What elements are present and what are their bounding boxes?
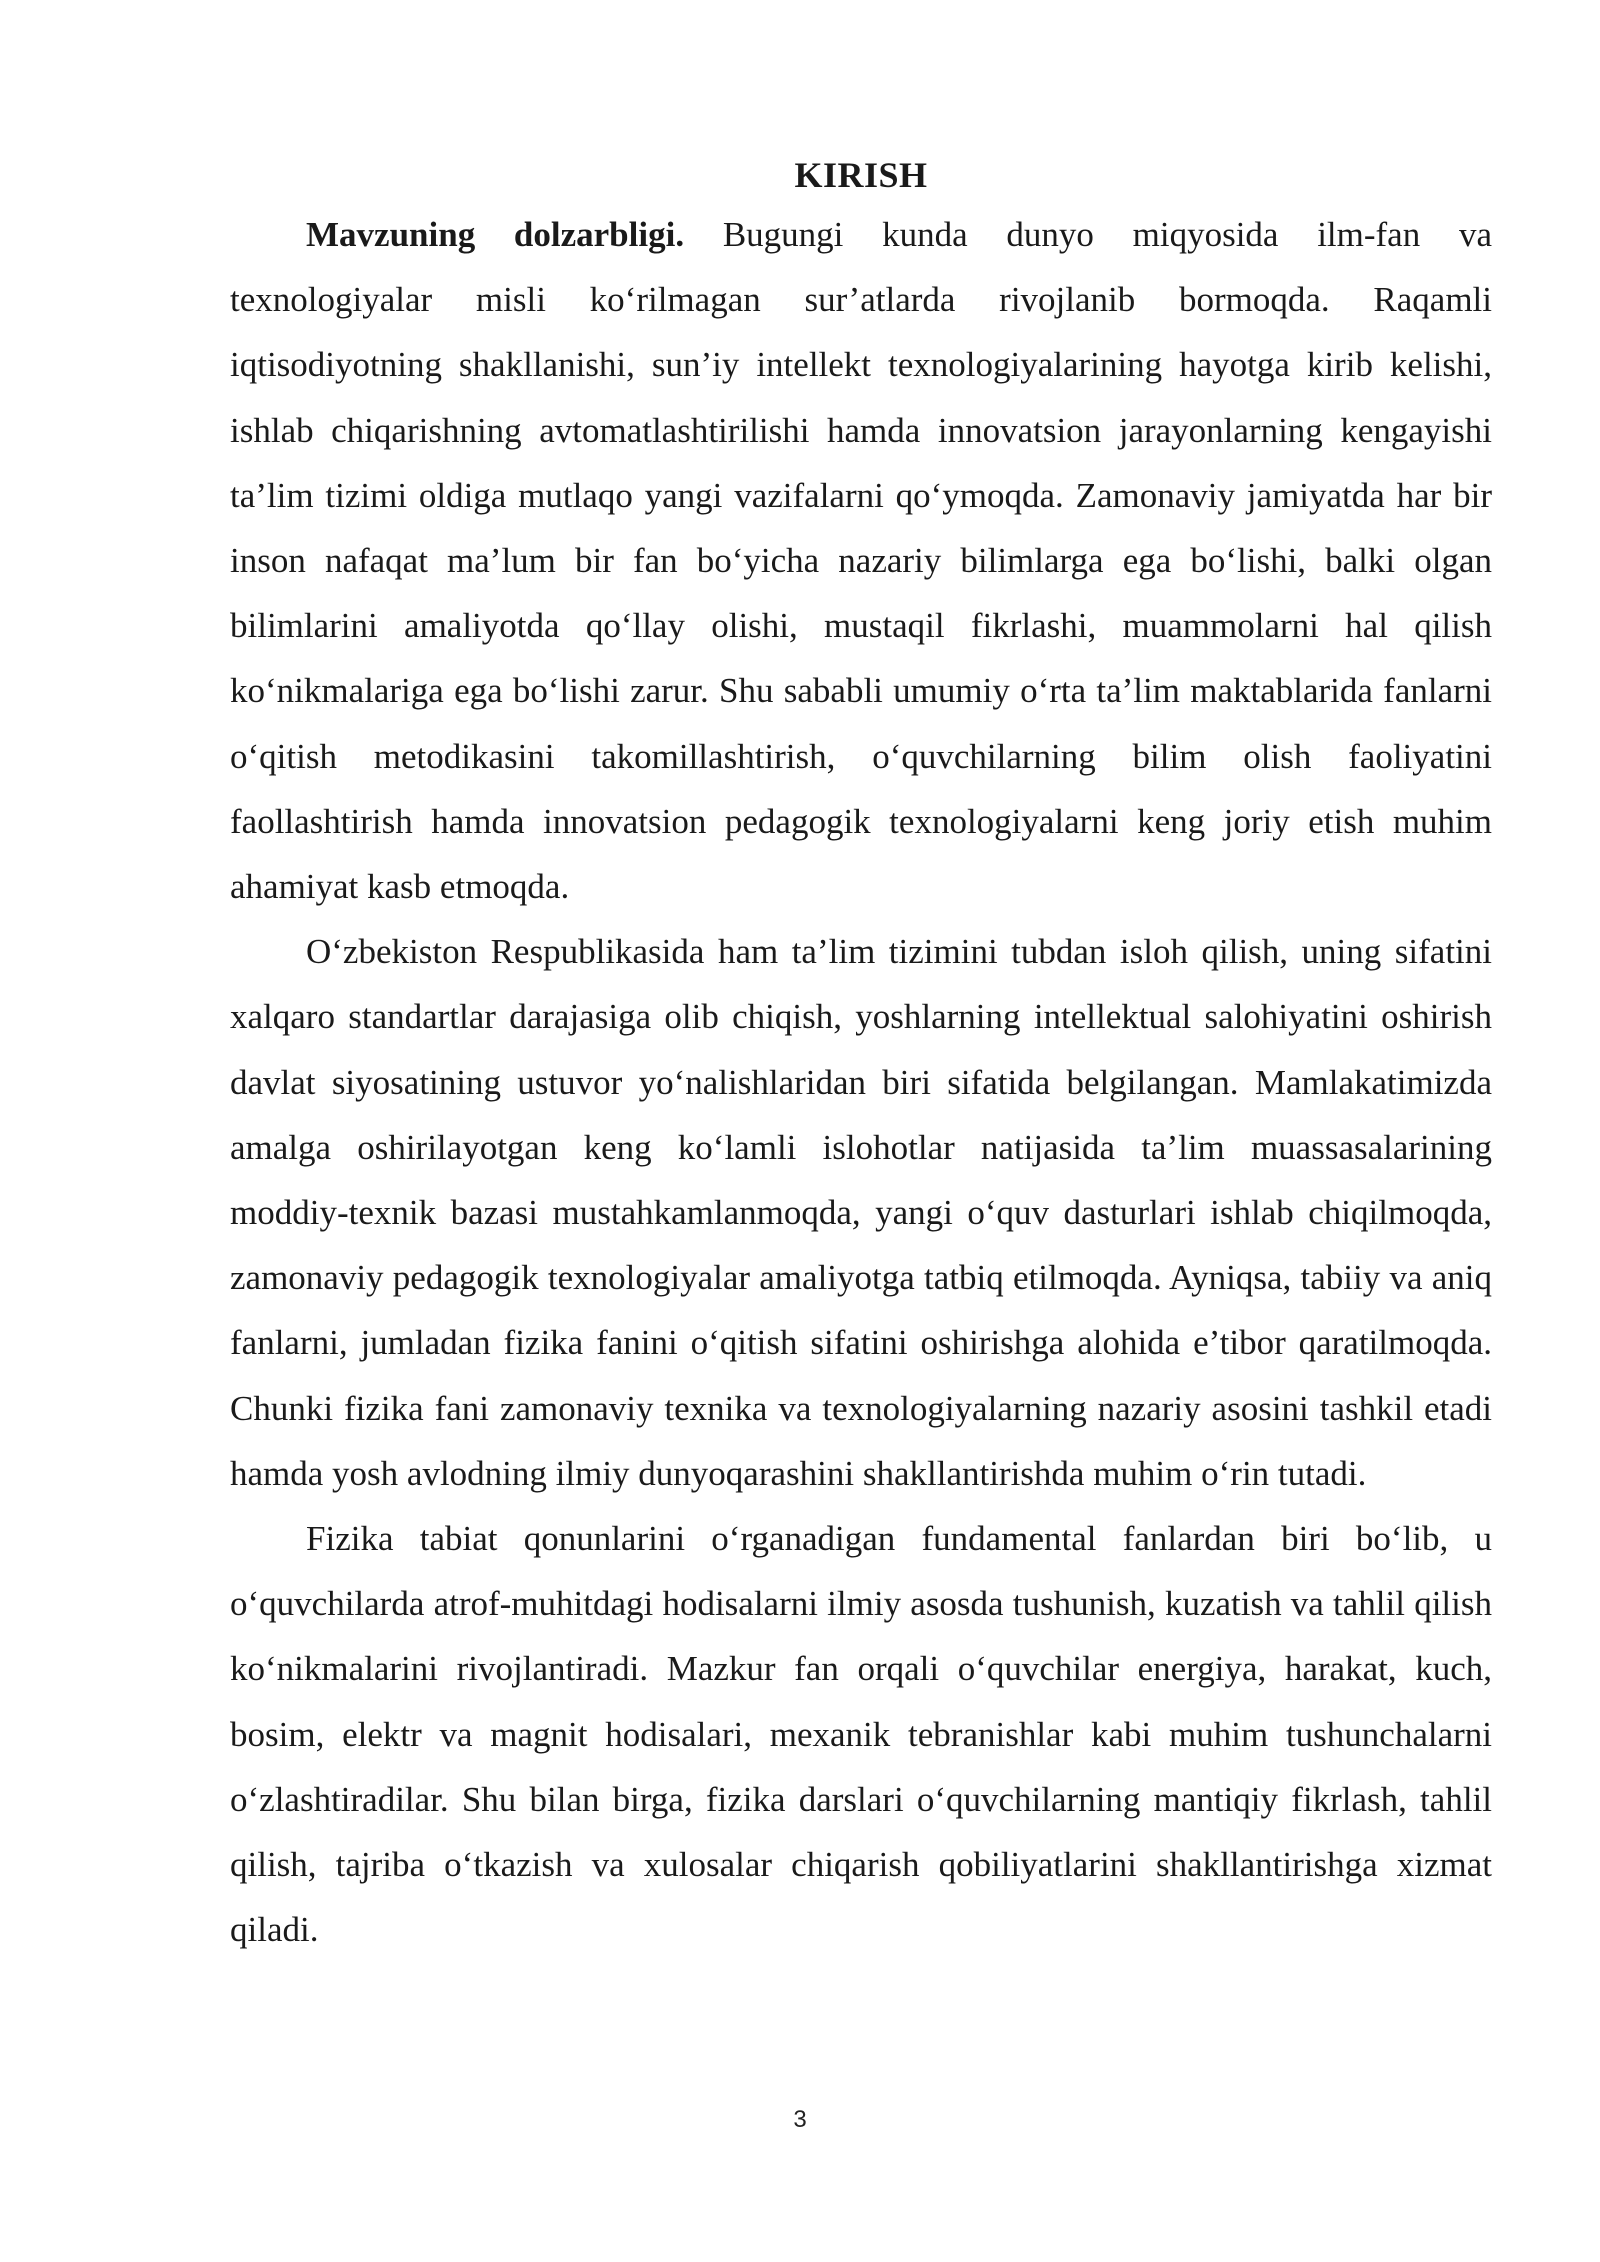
section-heading: KIRISH bbox=[794, 155, 928, 195]
paragraph-physics: Fizika tabiat qonunlarini o‘rganadigan fundamental fanlardan biri bo‘lib, u o‘quvchilarda atrof-muhitdagi hodisalarni ilmiy asosda tushunish, kuzatish va tahlil qilish ko‘nikmalarini rivojlantiradi. Mazkur fan orqali o‘quvchilar energiya, harakat, kuch, bosim, elektr va magnit hodisalari, mexanik tebranishlar kabi muhim tushunchalarni o‘zlashtiradilar. Shu bilan birga, fizika darslari o‘quvchilarning mantiqiy fikrlash, tahlil qilish, tajriba o‘tkazish va xulosalar chiqarish qobiliyatlarini shakllantirishga xizmat qiladi. bbox=[230, 1519, 1492, 1950]
paragraph-lead: Mavzuning dolzarbligi. bbox=[306, 215, 685, 254]
page-number: 3 bbox=[793, 2106, 807, 2133]
page-content bbox=[230, 148, 1492, 1962]
paragraph-text: Bugungi kunda dunyo miqyosida ilm-fan va texnologiyalar misli ko‘rilmagan sur’atlarda rivojlanib bormoqda. Raqamli iqtisodiyotning shakllanishi, sun’iy intellekt texnologiyalarining hayotga kirib kelishi, ishlab chiqarishning avtomatlashtirilishi hamda innovatsion jarayonlarning kengayishi ta’lim tizimi oldiga mutlaqo yangi vazifalarni qo‘ymoqda. Zamonaviy jamiyatda har bir inson nafaqat ma’lum bir fan bo‘yicha nazariy bilimlarga ega bo‘lishi, balki olgan bilimlarini amaliyotda qo‘llay olishi, mustaqil fikrlashi, muammolarni hal qilish ko‘nikmalariga ega bo‘lishi zarur. Shu sababli umumiy o‘rta ta’lim maktablarida fanlarni o‘qitish metodikasini takomillashtirish, o‘quvchilarning bilim olish faoliyatini faollashtirish hamda innovatsion pedagogik texnologiyalarni keng joriy etish muhim ahamiyat kasb etmoqda. bbox=[230, 215, 1492, 907]
paragraph-uzbekistan: O‘zbekiston Respublikasida ham ta’lim tizimini tubdan isloh qilish, uning sifatini xalqaro standartlar darajasiga olib chiqish, yoshlarning intellektual salohiyatini oshirish davlat siyosatining ustuvor yo‘nalishlaridan biri sifatida belgilangan. Mamlakatimizda amalga oshirilayotgan keng ko‘lamli islohotlar natijasida ta’lim muassasalarining moddiy-texnik bazasi mustahkamlanmoqda, yangi o‘quv dasturlari ishlab chiqilmoqda, zamonaviy pedagogik texnologiyalar amaliyotga tatbiq etilmoqda. Ayniqsa, tabiiy va aniq fanlarni, jumladan fizika fanini o‘qitish sifatini oshirishga alohida e’tibor qaratilmoqda. Chunki fizika fani zamonaviy texnika va texnologiyalarning nazariy asosini tashkil etadi hamda yosh avlodning ilmiy dunyoqarashini shakllantirishda muhim o‘rin tutadi. bbox=[230, 932, 1492, 1493]
paragraph-relevance bbox=[230, 202, 1492, 919]
